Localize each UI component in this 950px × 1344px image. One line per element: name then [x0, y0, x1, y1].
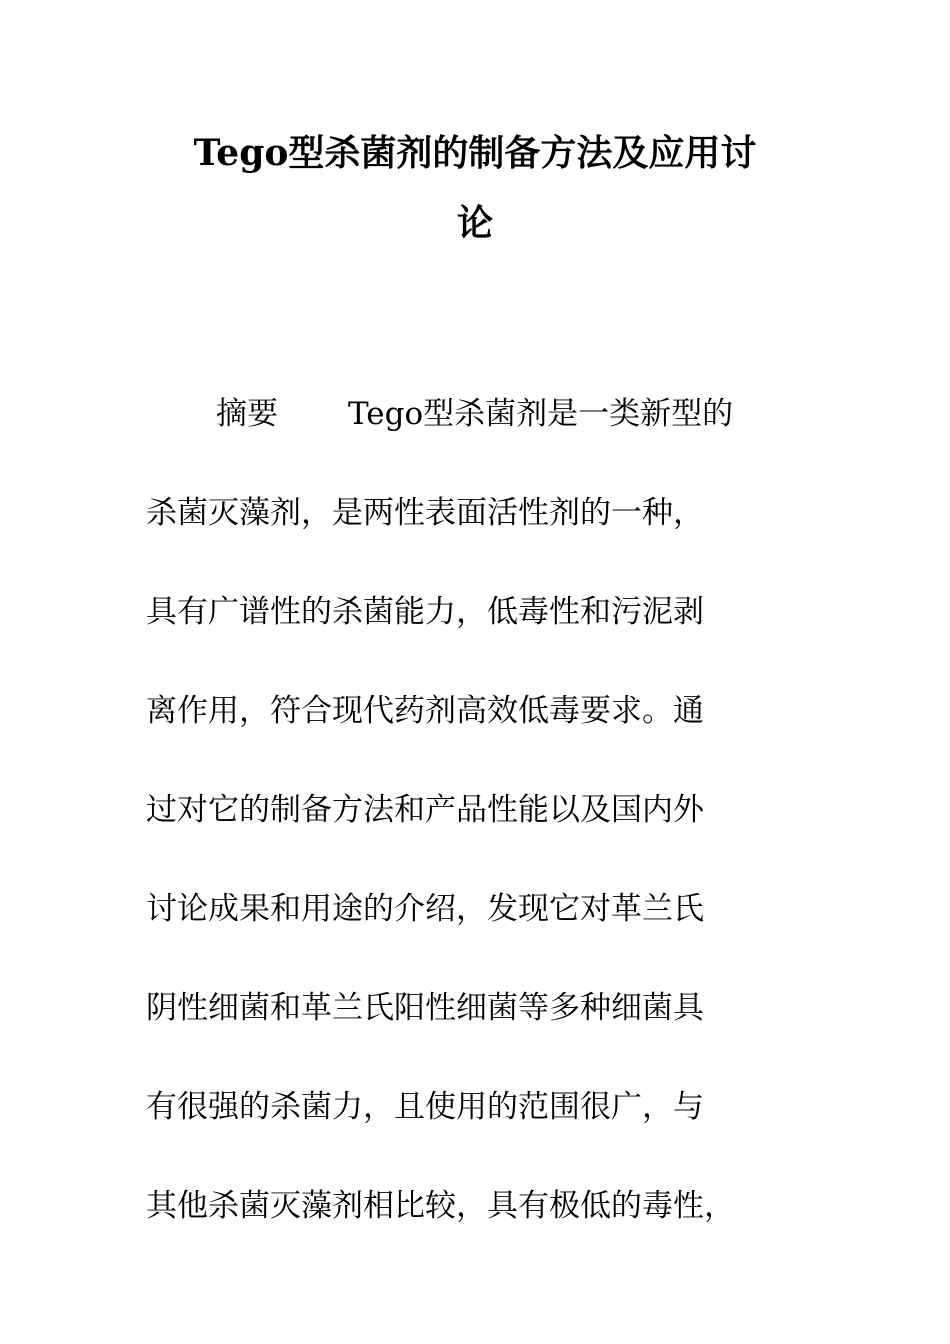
abstract-text-line-9: 其他杀菌灭藻剂相比较，具有极低的毒性，: [146, 1188, 735, 1224]
abstract-text-line-3: 具有广谱性的杀菌能力，低毒性和污泥剥: [146, 594, 704, 630]
abstract-text-line-4: 离作用，符合现代药剂高效低毒要求。通: [146, 693, 704, 729]
title-line-1: Tego型杀菌剂的制备方法及应用讨: [193, 132, 757, 174]
abstract-text-line-5: 过对它的制备方法和产品性能以及国内外: [146, 792, 704, 828]
abstract-text-line-7: 阴性细菌和革兰氏阳性细菌等多种细菌具: [146, 990, 704, 1026]
abstract-label: 摘要: [216, 396, 278, 432]
abstract-line-1: [146, 365, 786, 464]
abstract-text-line-2: 杀菌灭藻剂，是两性表面活性剂的一种，: [146, 495, 704, 531]
abstract-text-line-1: Tego型杀菌剂是一类新型的: [348, 396, 734, 432]
abstract-text-line-6: 讨论成果和用途的介绍，发现它对革兰氏: [146, 891, 704, 927]
title-line-2: 论: [456, 202, 493, 244]
abstract-section: [146, 365, 786, 1256]
abstract-text-line-8: 有很强的杀菌力，且使用的范围很广，与: [146, 1089, 704, 1125]
document-title: [140, 118, 810, 258]
